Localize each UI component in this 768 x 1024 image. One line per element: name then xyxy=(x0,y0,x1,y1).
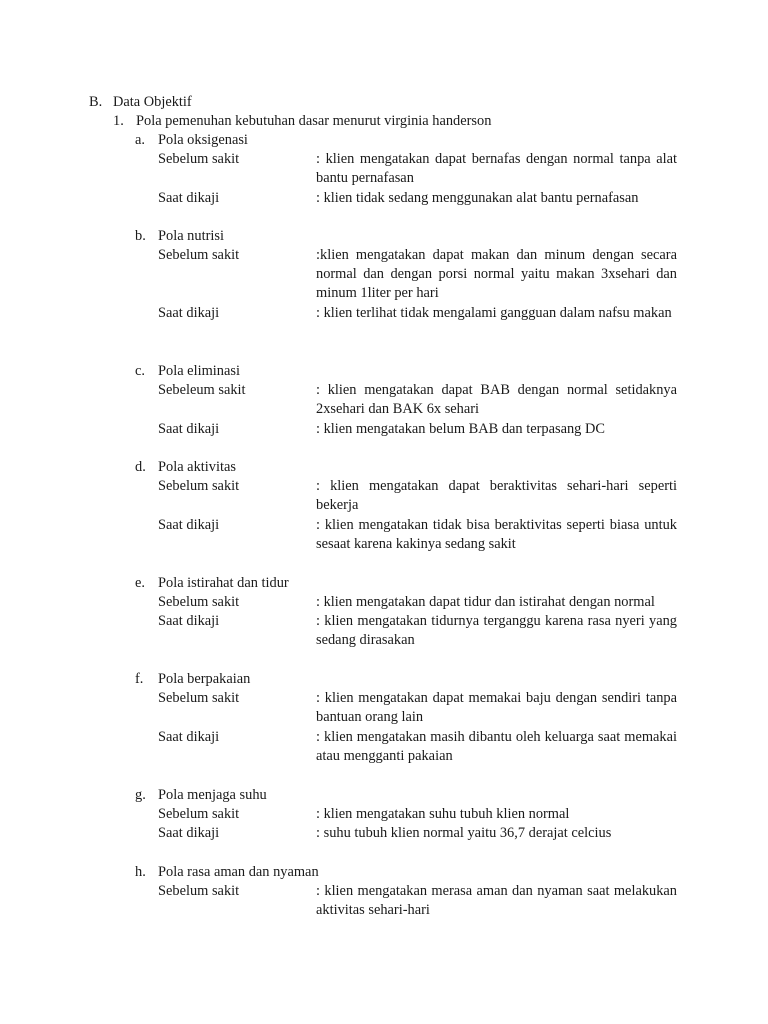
row-value: : suhu tubuh klien normal yaitu 36,7 derajat celcius xyxy=(316,825,612,841)
row-label: Sebelum sakit xyxy=(158,247,240,263)
row-value: : klien mengatakan masih dibantu oleh keluarga saat memakai atau mengganti pakaian xyxy=(316,729,677,765)
subsection-title: Pola eliminasi xyxy=(158,363,240,379)
row-value: : klien mengatakan tidak bisa beraktivitas seperti biasa untuk sesaat karena kakinya sedang sakit xyxy=(316,517,677,553)
row-label: Sebelum sakit xyxy=(158,151,240,167)
item-marker: 1. xyxy=(113,113,124,129)
subsection-title: Pola menjaga suhu xyxy=(158,787,267,803)
row-value: : klien mengatakan tidurnya terganggu karena rasa nyeri yang sedang dirasakan xyxy=(316,613,677,649)
row-value: : klien mengatakan dapat tidur dan istirahat dengan normal xyxy=(316,594,655,610)
row-value: : klien mengatakan belum BAB dan terpasang DC xyxy=(316,421,605,437)
subsection-marker: e. xyxy=(135,575,145,591)
subsection-marker: h. xyxy=(135,864,146,880)
row-label: Sebelum sakit xyxy=(158,478,240,494)
row-label: Sebeleum sakit xyxy=(158,382,246,398)
row-value: : klien mengatakan dapat beraktivitas sehari-hari seperti bekerja xyxy=(316,478,677,514)
section-title: Data Objektif xyxy=(113,94,192,110)
row-label: Saat dikaji xyxy=(158,517,220,533)
subsection-marker: c. xyxy=(135,363,145,379)
subsection-title: Pola oksigenasi xyxy=(158,132,248,148)
subsection-marker: d. xyxy=(135,459,146,475)
subsection-title: Pola aktivitas xyxy=(158,459,236,475)
subsection-title: Pola rasa aman dan nyaman xyxy=(158,864,319,880)
row-value: : klien mengatakan dapat BAB dengan normal setidaknya 2xsehari dan BAK 6x sehari xyxy=(316,382,677,418)
subsection-title: Pola nutrisi xyxy=(158,228,224,244)
row-label: Saat dikaji xyxy=(158,729,220,745)
row-value: : klien mengatakan dapat memakai baju dengan sendiri tanpa bantuan orang lain xyxy=(316,690,677,726)
row-label: Sebelum sakit xyxy=(158,594,240,610)
subsection-title: Pola berpakaian xyxy=(158,671,251,687)
row-label: Sebelum sakit xyxy=(158,883,240,899)
subsection-title: Pola istirahat dan tidur xyxy=(158,575,289,591)
row-label: Sebelum sakit xyxy=(158,806,240,822)
item-title: Pola pemenuhan kebutuhan dasar menurut virginia handerson xyxy=(136,113,492,129)
row-label: Saat dikaji xyxy=(158,190,220,206)
subsection-marker: f. xyxy=(135,671,144,687)
section-marker: B. xyxy=(89,94,103,110)
row-label: Sebelum sakit xyxy=(158,690,240,706)
row-value: : klien mengatakan dapat bernafas dengan normal tanpa alat bantu pernafasan xyxy=(316,151,677,187)
row-label: Saat dikaji xyxy=(158,305,220,321)
row-label: Saat dikaji xyxy=(158,825,220,841)
row-value: : klien mengatakan suhu tubuh klien normal xyxy=(316,806,570,822)
row-value: : klien terlihat tidak mengalami gangguan dalam nafsu makan xyxy=(316,305,672,321)
row-value: :klien mengatakan dapat makan dan minum dengan secara normal dan dengan porsi normal yaitu makan 3xsehari dan minum 1liter per hari xyxy=(316,247,677,302)
subsection-marker: a. xyxy=(135,132,145,148)
row-label: Saat dikaji xyxy=(158,613,220,629)
row-value: : klien tidak sedang menggunakan alat bantu pernafasan xyxy=(316,190,639,206)
subsection-marker: b. xyxy=(135,228,146,244)
subsection-marker: g. xyxy=(135,787,146,803)
row-value: : klien mengatakan merasa aman dan nyaman saat melakukan aktivitas sehari-hari xyxy=(316,883,677,919)
row-label: Saat dikaji xyxy=(158,421,220,437)
